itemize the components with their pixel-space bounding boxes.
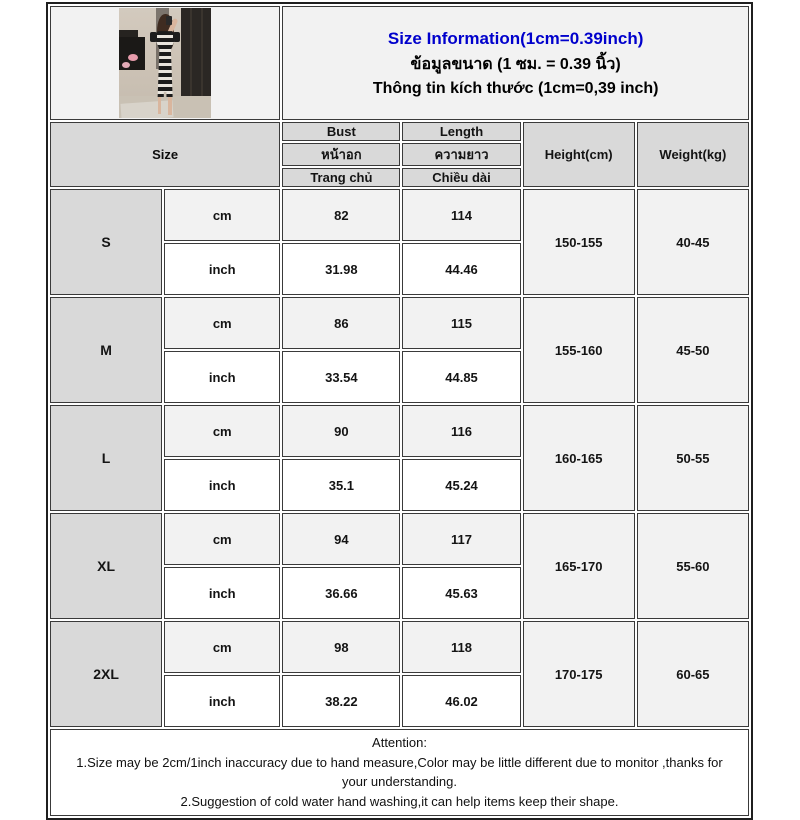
weight-range: 60-65 bbox=[637, 621, 749, 727]
table-row bbox=[50, 405, 749, 457]
unit-cm: cm bbox=[164, 405, 280, 457]
header-length-vi: Chiều dài bbox=[402, 168, 520, 187]
attention-note-1: 1.Size may be 2cm/1inch inaccuracy due to hand measure,Color may be little different due to monitor ,thanks for your understanding. bbox=[76, 754, 723, 789]
length-cm-value: 114 bbox=[402, 189, 520, 241]
table-row bbox=[50, 189, 749, 241]
size-chart-table bbox=[46, 2, 753, 820]
size-info-title-en: Size Information(1cm=0.39inch) bbox=[387, 28, 644, 48]
size-label: M bbox=[50, 297, 162, 403]
height-range: 150-155 bbox=[523, 189, 635, 295]
table-row bbox=[50, 297, 749, 349]
length-cm-value: 117 bbox=[402, 513, 520, 565]
unit-cm: cm bbox=[164, 513, 280, 565]
attention-note-block bbox=[50, 729, 749, 816]
weight-range: 40-45 bbox=[637, 189, 749, 295]
photo-rug bbox=[120, 100, 173, 118]
photo-phone bbox=[166, 16, 172, 25]
photo-pink-flowers bbox=[122, 62, 130, 68]
height-range: 155-160 bbox=[523, 297, 635, 403]
height-range: 165-170 bbox=[523, 513, 635, 619]
bust-cm-value: 86 bbox=[282, 297, 400, 349]
unit-inch: inch bbox=[164, 243, 280, 295]
attention-heading: Attention: bbox=[372, 735, 427, 750]
header-length-th: ความยาว bbox=[402, 143, 520, 166]
header-bust-th: หน้าอก bbox=[282, 143, 400, 166]
length-cm-value: 115 bbox=[402, 297, 520, 349]
bust-cm-value: 82 bbox=[282, 189, 400, 241]
length-inch-value: 44.85 bbox=[402, 351, 520, 403]
bust-cm-value: 90 bbox=[282, 405, 400, 457]
size-info-title-vi: Thông tin kích thước (1cm=0,39 inch) bbox=[372, 79, 659, 97]
bust-inch-value: 38.22 bbox=[282, 675, 400, 727]
photo-model-leg bbox=[158, 96, 162, 114]
header-length-en: Length bbox=[402, 122, 520, 141]
size-label: L bbox=[50, 405, 162, 511]
bust-inch-value: 33.54 bbox=[282, 351, 400, 403]
attention-note-2: 2.Suggestion of cold water hand washing,it can help items keep their shape. bbox=[180, 793, 619, 809]
size-info-title-block bbox=[282, 6, 749, 120]
unit-inch: inch bbox=[164, 675, 280, 727]
table-row bbox=[50, 621, 749, 673]
product-photo bbox=[119, 8, 211, 118]
photo-dress-sleeve bbox=[150, 32, 156, 42]
height-range: 170-175 bbox=[523, 621, 635, 727]
header-bust-vi: Trang chủ bbox=[282, 168, 400, 187]
size-info-title-th: ข้อมูลขนาด (1 ซม. = 0.39 นิ้ว) bbox=[410, 55, 621, 73]
bust-inch-value: 31.98 bbox=[282, 243, 400, 295]
bust-inch-value: 35.1 bbox=[282, 459, 400, 511]
bust-cm-value: 98 bbox=[282, 621, 400, 673]
header-height: Height(cm) bbox=[523, 122, 635, 187]
photo-dress-sleeve bbox=[173, 32, 179, 42]
unit-inch: inch bbox=[164, 459, 280, 511]
length-inch-value: 44.46 bbox=[402, 243, 520, 295]
header-weight: Weight(kg) bbox=[637, 122, 749, 187]
unit-inch: inch bbox=[164, 567, 280, 619]
photo-model-leg bbox=[168, 96, 172, 115]
size-label: S bbox=[50, 189, 162, 295]
unit-inch: inch bbox=[164, 351, 280, 403]
weight-range: 55-60 bbox=[637, 513, 749, 619]
length-inch-value: 45.24 bbox=[402, 459, 520, 511]
unit-cm: cm bbox=[164, 297, 280, 349]
length-inch-value: 46.02 bbox=[402, 675, 520, 727]
table-row bbox=[50, 513, 749, 565]
bust-cm-value: 94 bbox=[282, 513, 400, 565]
size-label: 2XL bbox=[50, 621, 162, 727]
height-range: 160-165 bbox=[523, 405, 635, 511]
weight-range: 45-50 bbox=[637, 297, 749, 403]
unit-cm: cm bbox=[164, 189, 280, 241]
product-photo-cell bbox=[50, 6, 280, 120]
size-label: XL bbox=[50, 513, 162, 619]
header-size: Size bbox=[50, 122, 280, 187]
length-cm-value: 118 bbox=[402, 621, 520, 673]
length-inch-value: 45.63 bbox=[402, 567, 520, 619]
unit-cm: cm bbox=[164, 621, 280, 673]
length-cm-value: 116 bbox=[402, 405, 520, 457]
weight-range: 50-55 bbox=[637, 405, 749, 511]
header-bust-en: Bust bbox=[282, 122, 400, 141]
bust-inch-value: 36.66 bbox=[282, 567, 400, 619]
